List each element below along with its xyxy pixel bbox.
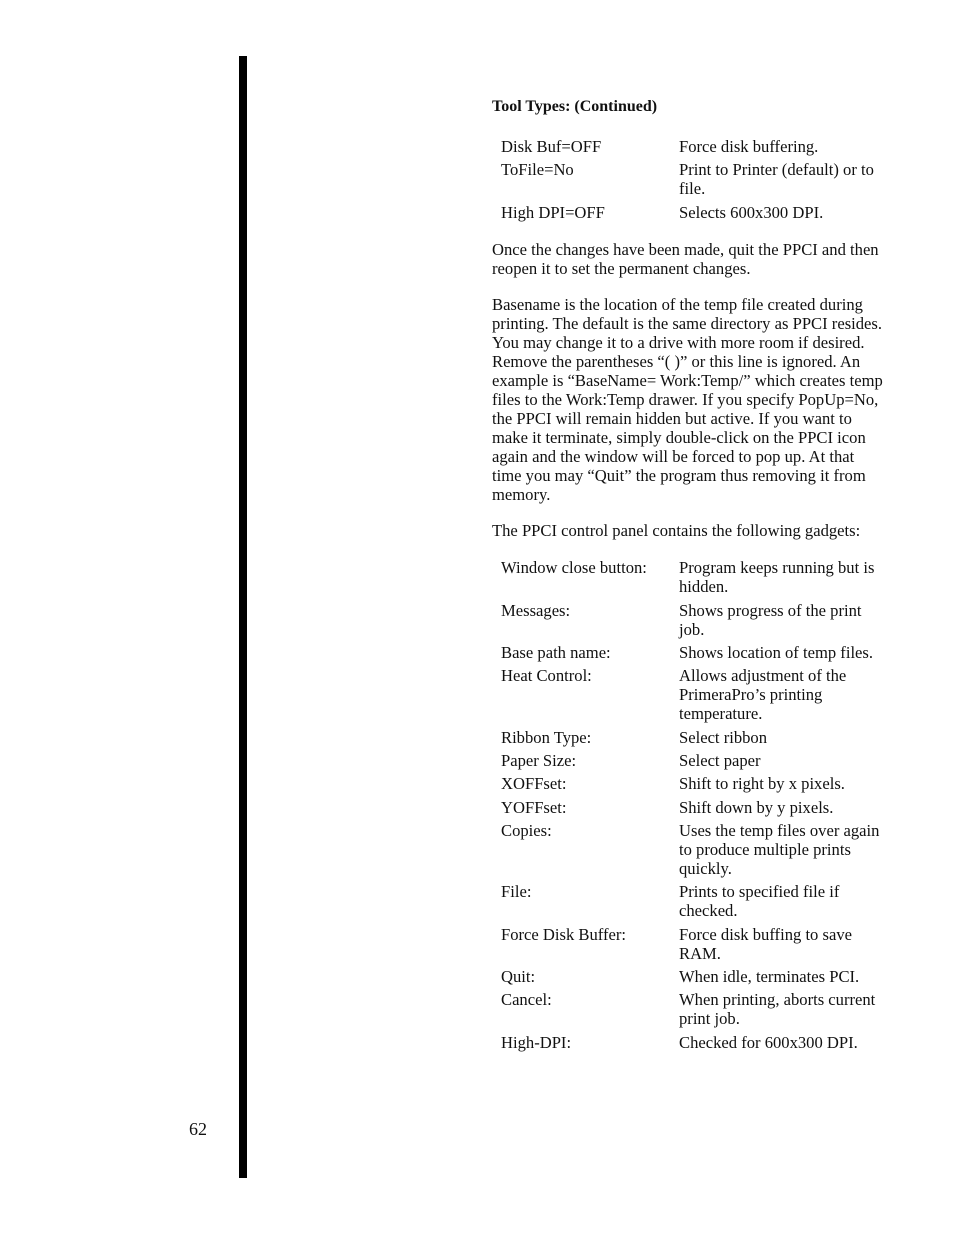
gadget-row — [501, 794, 884, 817]
gadget-row-term: Paper Size: — [501, 750, 577, 770]
gadget-row-description: Force disk buffing to save RAM. — [679, 924, 852, 963]
tool-type-row — [501, 138, 884, 157]
gadget-row-description: When printing, aborts current print job. — [679, 990, 876, 1029]
gadget-row — [501, 663, 884, 724]
gadget-row-term: File: — [501, 882, 532, 902]
gadget-row-description: Prints to specified file if checked. — [679, 882, 840, 921]
paragraph-control-panel-intro: The PPCI control panel contains the following gadgets: — [492, 521, 861, 541]
tool-type-row-description: Selects 600x300 DPI. — [679, 202, 824, 222]
gadget-row — [501, 879, 884, 921]
gadget-row — [501, 1029, 884, 1052]
tool-type-row-description: Force disk buffering. — [679, 137, 819, 156]
gadget-row — [501, 818, 884, 879]
gadget-row-term: Heat Control: — [501, 666, 592, 686]
tool-type-row-description: Print to Printer (default) or to file. — [679, 160, 874, 199]
gadget-row-description: Select ribbon — [679, 727, 768, 747]
gadget-row-description: Program keeps running but is hidden. — [679, 558, 875, 597]
gadget-row-description: Select paper — [679, 750, 761, 770]
gadget-row-term: Quit: — [501, 967, 536, 987]
gadget-row — [501, 747, 884, 770]
gadget-row-description: Shows progress of the print job. — [679, 600, 862, 639]
gadget-row — [501, 639, 884, 662]
gadget-row — [501, 987, 884, 1029]
gadget-row — [501, 921, 884, 963]
gadget-row — [501, 724, 884, 747]
page-content — [492, 97, 884, 1053]
gadget-row-term: XOFFset: — [501, 774, 567, 794]
gadget-row — [501, 771, 884, 794]
gadget-row-description: Shows location of temp files. — [679, 642, 874, 662]
paragraph-basename: Basename is the location of the temp file created during printing. The default is the same directory as PPCI resides. You may change it to a drive with more room if desired. Remove the parentheses “( )” or this line is ignored. An example is “BaseName= Work:Temp/” which creates temp files to the Work:Temp drawer. If you specify PopUp=No, the PPCI will remain hidden but active. If you want to make it terminate, simply double-click on the PPCI icon again and the window will be forced to pop up. At that time you may “Quit” the program thus removing it from memory. — [492, 295, 883, 504]
gadgets-table — [501, 559, 884, 1052]
gadget-row-term: High-DPI: — [501, 1032, 572, 1052]
gadget-row-term: Copies: — [501, 821, 552, 841]
gadget-row-term: Cancel: — [501, 990, 552, 1010]
gadget-row-description: When idle, terminates PCI. — [679, 967, 860, 987]
gadget-row-description: Allows adjustment of the PrimeraPro’s printing temperature. — [679, 666, 847, 724]
gadget-row-description: Shift down by y pixels. — [679, 797, 834, 817]
gadget-row-description: Checked for 600x300 DPI. — [679, 1032, 858, 1052]
tool-type-row-term: Disk Buf=OFF — [501, 137, 602, 156]
tool-type-row-term: High DPI=OFF — [501, 202, 605, 222]
gadget-row — [501, 597, 884, 639]
tool-type-row — [501, 157, 884, 199]
section-heading: Tool Types: (Continued) — [492, 98, 658, 115]
gadget-row-term: YOFFset: — [501, 797, 567, 817]
gadget-row-description: Uses the temp files over again to produce multiple prints quickly. — [679, 821, 880, 878]
gadget-row-term: Window close button: — [501, 558, 647, 578]
gadget-row-term: Messages: — [501, 600, 571, 620]
page-number: 62 — [189, 1119, 207, 1139]
gadget-row-term: Ribbon Type: — [501, 727, 592, 747]
gadget-row-term: Base path name: — [501, 642, 611, 662]
paragraph-quit-reopen: Once the changes have been made, quit the PPCI and then reopen it to set the permanent changes. — [492, 239, 879, 278]
tool-type-row — [501, 199, 884, 222]
tool-types-table — [501, 138, 884, 223]
gadget-row-description: Shift to right by x pixels. — [679, 774, 845, 794]
left-margin-rule — [239, 56, 247, 1178]
gadget-row — [501, 559, 884, 597]
gadget-row — [501, 964, 884, 987]
tool-type-row-term: ToFile=No — [501, 160, 574, 180]
gadget-row-term: Force Disk Buffer: — [501, 924, 627, 944]
